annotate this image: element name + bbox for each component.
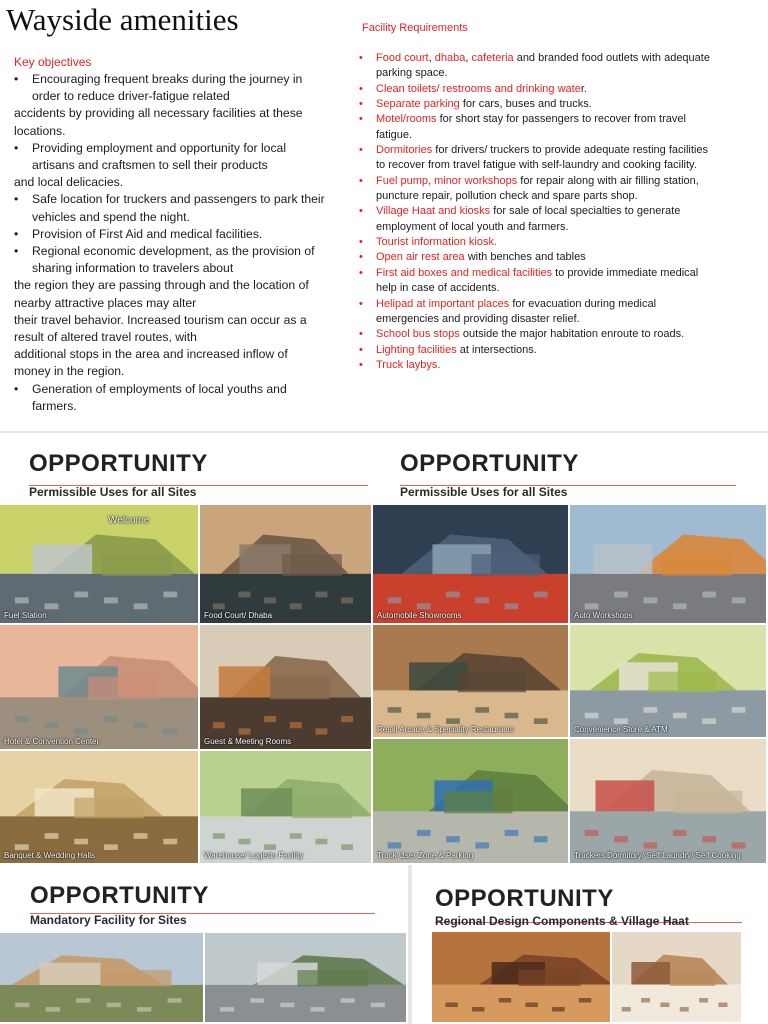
facility-highlight: Lighting facilities <box>376 343 457 356</box>
facility-detail: for cars, buses and trucks. <box>459 98 592 111</box>
objective-line <box>14 71 346 88</box>
photo-art <box>200 505 371 623</box>
objective-text: result of altered travel routes, with <box>14 330 197 345</box>
bullet: • <box>359 144 363 157</box>
photo <box>200 505 371 623</box>
objective-line <box>14 398 346 415</box>
panel-subheading: Regional Design Components & Village Haat <box>435 914 689 928</box>
facility-text <box>376 281 500 296</box>
bullet: • <box>359 343 363 356</box>
photo <box>612 932 741 1022</box>
bullet: • <box>359 358 363 371</box>
objective-line <box>14 346 346 363</box>
bullet <box>359 281 376 296</box>
facility-item <box>359 235 759 250</box>
facility-text <box>376 112 686 127</box>
facility-text <box>376 235 497 250</box>
bullet: • <box>14 244 19 259</box>
facility-highlight: Motel/rooms <box>376 113 437 126</box>
opportunity-heading: OPPORTUNITY <box>29 450 208 477</box>
facility-text <box>376 250 586 265</box>
opportunity-panel-mandatory <box>0 865 408 1024</box>
photo-caption: Truck User Zone & Parking <box>377 851 474 860</box>
opportunity-heading: OPPORTUNITY <box>30 882 209 909</box>
facility-highlight: Separate parking <box>376 98 460 111</box>
facility-highlight: dhaba <box>434 52 466 64</box>
facility-detail: employment of local youth and farmers. <box>376 220 569 233</box>
bullet <box>359 312 376 327</box>
bullet: • <box>14 381 19 396</box>
bullet: • <box>14 226 19 241</box>
bullet: • <box>359 205 363 218</box>
facility-item <box>359 343 759 358</box>
photo-caption: Truckers Dormitory/ Self Laundry/ Self Cooking <box>574 851 741 860</box>
facility-detail: to provide immediate medical <box>552 266 699 279</box>
page-title: Wayside amenities <box>6 2 239 37</box>
facility-text <box>376 312 580 327</box>
photo-art <box>0 751 198 863</box>
objective-line <box>14 157 346 174</box>
facility-item <box>359 189 759 204</box>
bullet: • <box>359 328 363 341</box>
photo-art <box>205 933 406 1022</box>
facility-item <box>359 297 759 312</box>
photo-caption: Convenience Store & ATM <box>574 725 668 734</box>
facility-item <box>359 174 759 189</box>
bullet: • <box>359 297 363 310</box>
facility-detail: for short stay for passengers to recover from travel <box>436 113 686 126</box>
objective-line <box>14 381 346 398</box>
facility-text <box>376 204 680 219</box>
photo-art <box>373 739 568 863</box>
facility-item <box>359 82 759 97</box>
bullet <box>359 66 376 81</box>
facility-item <box>359 66 759 81</box>
photo-art <box>200 751 371 863</box>
photo-art <box>570 505 766 623</box>
opportunity-panel-regional <box>412 865 768 1024</box>
photo <box>0 625 198 749</box>
bullet: • <box>359 251 363 264</box>
photo-caption: Auto Workshops <box>574 611 633 620</box>
panel-divider <box>408 865 412 1024</box>
photo-caption: Warehouse/ Logistic Facility <box>204 851 304 860</box>
photo-art <box>373 505 568 623</box>
facility-highlight: Village Haat and kiosks <box>376 205 491 218</box>
facility-item <box>359 97 759 112</box>
bullet: • <box>359 98 363 111</box>
facility-item <box>359 358 759 373</box>
facility-detail: emergencies and providing disaster relief. <box>376 312 580 325</box>
facility-item <box>359 112 759 127</box>
objective-text: farmers. <box>32 398 77 413</box>
objective-text: sharing information to travelers about <box>32 261 234 276</box>
objective-line <box>14 105 346 122</box>
photo <box>0 751 198 863</box>
photo-art <box>612 932 741 1022</box>
bullet: • <box>14 72 19 86</box>
photo-caption: Hotel & Convention Center <box>4 737 100 746</box>
facility-detail: with benches and tables <box>464 251 586 264</box>
facility-detail: , <box>428 52 435 64</box>
key-objectives-list <box>14 71 346 415</box>
objective-line <box>14 277 346 294</box>
photo <box>570 505 766 623</box>
facility-item <box>359 220 759 235</box>
objective-line <box>14 209 346 226</box>
bullet: • <box>359 174 363 187</box>
objective-text: additional stops in the area and increased inflow of <box>14 347 288 362</box>
facility-text <box>376 358 440 373</box>
facility-text <box>376 143 708 158</box>
objective-line <box>14 226 346 243</box>
photo <box>570 625 766 737</box>
bullet: • <box>14 192 19 207</box>
facility-item <box>359 143 759 158</box>
facility-item <box>359 128 759 143</box>
opportunity-panel-permissible-2 <box>373 433 768 865</box>
objective-text: Regional economic development, as the provision of <box>32 244 315 259</box>
facility-detail: at intersections. <box>456 343 537 356</box>
bullet <box>359 128 376 143</box>
photo <box>0 505 198 623</box>
objective-line <box>14 295 346 312</box>
photo-caption: Fuel Station <box>4 611 47 620</box>
objective-text: Provision of First Aid and medical facilities. <box>32 226 263 241</box>
facility-text <box>376 297 656 312</box>
photo-art <box>373 625 568 737</box>
photo <box>570 739 766 863</box>
objective-line <box>14 191 346 208</box>
facility-requirements-list <box>359 51 759 373</box>
facility-item <box>359 204 759 219</box>
objective-line <box>14 363 346 380</box>
objective-text: Providing employment and opportunity for local <box>32 140 287 155</box>
facility-text <box>376 189 638 204</box>
bullet: • <box>359 113 363 126</box>
bullet <box>359 189 376 204</box>
facility-detail: , <box>465 52 472 64</box>
photo <box>373 739 568 863</box>
facility-detail: for repair along with air filling station, <box>517 174 699 187</box>
facility-text <box>376 128 412 143</box>
facility-highlight: Helipad at important places <box>376 297 510 310</box>
photo-art <box>570 739 766 863</box>
objective-text: the region they are passing through and the location of <box>14 278 309 293</box>
photo-art <box>0 933 203 1022</box>
objective-text: order to reduce driver-fatigue related <box>32 89 230 104</box>
facility-highlight: Fuel pump, minor workshops <box>376 174 518 187</box>
facility-detail: r. <box>580 82 587 95</box>
photo <box>205 933 406 1022</box>
facility-detail: for evacuation during medical <box>509 297 657 310</box>
bullet: • <box>359 266 363 279</box>
panel-subheading: Mandatory Facility for Sites <box>30 913 187 927</box>
objective-text: money in the region. <box>14 364 125 379</box>
photo-art <box>432 932 610 1022</box>
facility-text <box>376 66 448 81</box>
objective-line <box>14 174 346 191</box>
photo <box>200 625 371 749</box>
photo <box>0 933 203 1022</box>
objective-text: artisans and craftsmen to sell their products <box>32 158 268 173</box>
facility-text <box>376 174 699 189</box>
photo-caption: Automobile Showrooms <box>377 611 462 620</box>
objective-text: accidents by providing all necessary facilities at these <box>14 106 303 121</box>
facility-requirements-heading: Facility Requirements <box>362 22 468 34</box>
photo <box>373 505 568 623</box>
objective-text: and local delicacies. <box>14 175 124 190</box>
facility-text <box>376 158 697 173</box>
facility-highlight: First aid boxes and medical facilities <box>376 266 553 279</box>
facility-item <box>359 266 759 281</box>
objective-text: vehicles and spend the night. <box>32 209 190 224</box>
opportunity-heading: OPPORTUNITY <box>435 885 614 912</box>
photo-caption: Food Court/ Dhaba <box>204 611 273 620</box>
objective-text: their travel behavior. Increased tourism can occur as a <box>14 312 307 327</box>
photo-caption: Guest & Meeting Rooms <box>204 737 292 746</box>
bullet: • <box>359 236 363 249</box>
photo-art <box>570 625 766 737</box>
key-objectives-heading: Key objectives <box>14 55 92 69</box>
objective-text: Safe location for truckers and passengers to park their <box>32 192 325 207</box>
facility-detail: parking space. <box>376 67 448 80</box>
facility-detail: to recover from travel fatigue with self-laundry and cooking facility. <box>376 159 697 172</box>
objective-text: Encouraging frequent breaks during the journey in <box>32 72 303 86</box>
facility-detail: outside the major habitation enroute to roads. <box>459 328 685 341</box>
facility-item <box>359 158 759 173</box>
objective-line <box>14 329 346 346</box>
facility-detail: puncture repair, pollution check and spare parts shop. <box>376 190 638 203</box>
objective-text: nearby attractive places may alter <box>14 295 197 310</box>
photo <box>373 625 568 737</box>
bullet: • <box>14 140 19 155</box>
bullet: • <box>359 82 363 95</box>
panel-subheading: Permissible Uses for all Sites <box>29 485 197 499</box>
photo-art <box>200 625 371 749</box>
section-divider <box>0 431 768 433</box>
facility-highlight: Tourist information kiosk. <box>376 236 498 249</box>
bullet <box>359 158 376 173</box>
facility-highlight: Truck laybys. <box>376 358 441 371</box>
facility-detail: for sale of local specialties to generate <box>490 205 681 218</box>
facility-item <box>359 312 759 327</box>
facility-text <box>376 343 537 358</box>
objective-text: locations. <box>14 123 66 138</box>
objective-line <box>14 140 346 157</box>
facility-highlight: Clean toilets/ restrooms and drinking wate <box>376 82 581 95</box>
facility-highlight: Open air rest area <box>376 251 465 264</box>
facility-item <box>359 327 759 342</box>
facility-text <box>376 220 569 235</box>
facility-detail: and branded food outlets with adequate <box>513 52 710 64</box>
photo-art <box>0 625 198 749</box>
photo <box>200 751 371 863</box>
photo <box>432 932 610 1022</box>
objective-line <box>14 88 346 105</box>
facility-detail: fatigue. <box>376 128 413 141</box>
panel-subheading: Permissible Uses for all Sites <box>400 485 568 499</box>
facility-text <box>376 51 710 66</box>
facility-text <box>376 82 587 97</box>
photo-art <box>0 505 198 623</box>
objective-line <box>14 260 346 277</box>
welcome-sign: Welcome <box>108 515 150 526</box>
facility-highlight: School bus stops <box>376 328 460 341</box>
bullet: • <box>359 52 363 64</box>
objective-text: Generation of employments of local youths and <box>32 381 287 396</box>
opportunity-panel-permissible-1 <box>0 433 373 865</box>
objective-line <box>14 243 346 260</box>
facility-detail: for drivers/ truckers to provide adequate resting facilities <box>432 144 708 157</box>
facility-text <box>376 97 592 112</box>
objective-line <box>14 123 346 140</box>
facility-item <box>359 250 759 265</box>
objective-line <box>14 312 346 329</box>
facility-text <box>376 327 684 342</box>
photo-caption: Banquet & Wedding Halls <box>4 851 96 860</box>
photo-caption: Retail Arcade & Speciality Restaurants <box>377 725 514 734</box>
facility-detail: help in case of accidents. <box>376 282 500 295</box>
facility-item <box>359 51 759 66</box>
facility-text <box>376 266 698 281</box>
facility-highlight: Dormitories <box>376 144 433 157</box>
facility-highlight: Food court <box>376 52 429 64</box>
facility-item <box>359 281 759 296</box>
opportunity-heading: OPPORTUNITY <box>400 450 579 477</box>
bullet <box>359 220 376 235</box>
facility-highlight: cafeteria <box>471 52 514 64</box>
